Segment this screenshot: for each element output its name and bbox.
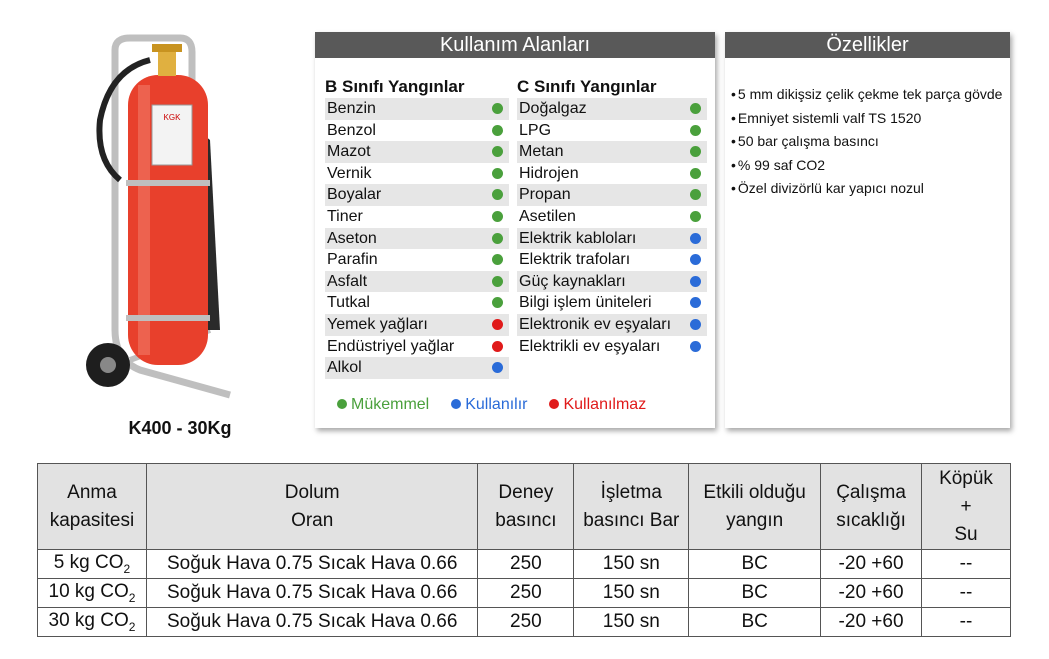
legend-dot-icon [337, 399, 347, 409]
class-c-column [517, 76, 707, 357]
class-c-row-label: Metan [519, 143, 564, 161]
status-dot-icon [690, 319, 701, 330]
feature-item: • 5 mm dikişsiz çelik çekme tek parça gövde [731, 84, 1002, 108]
status-dot-icon [492, 319, 503, 330]
class-c-row-label: Elektrik kabloları [519, 229, 637, 247]
class-c-row [517, 141, 707, 163]
capacity-subscript: 2 [128, 590, 136, 605]
table-header-cell [922, 464, 1011, 550]
header-line: Anma [67, 481, 117, 503]
capacity-text: 5 kg CO [53, 552, 124, 574]
class-b-row [325, 336, 509, 358]
status-dot-icon [492, 211, 503, 222]
class-c-row-label: Asetilen [519, 207, 576, 225]
header-line: Köpük [939, 467, 993, 489]
header-line: basıncı [495, 509, 557, 531]
class-c-row [517, 314, 707, 336]
class-c-row [517, 292, 707, 314]
header-line: + [960, 495, 972, 517]
class-b-row [325, 163, 509, 185]
legend-label: Kullanılmaz [563, 396, 647, 413]
status-dot-icon [492, 276, 503, 287]
class-b-row [325, 184, 509, 206]
class-c-row-label: Bilgi işlem üniteleri [519, 294, 652, 312]
table-header-cell [38, 464, 147, 550]
operating-temp-cell: -20 +60 [821, 608, 922, 637]
legend-item [337, 396, 429, 413]
class-c-row-label: Elektronik ev eşyaları [519, 315, 672, 333]
class-c-row [517, 206, 707, 228]
class-b-row-label: Benzin [327, 100, 376, 117]
class-b-column [325, 76, 509, 379]
status-dot-icon [492, 103, 503, 114]
foam-water-cell: -- [922, 579, 1011, 608]
product-caption: K400 - 30Kg [128, 418, 232, 438]
class-c-title: C Sınıfı Yangınlar [517, 77, 657, 96]
class-c-row-label: Elektrik trafoları [519, 251, 631, 269]
legend [337, 396, 668, 414]
capacity-cell [38, 579, 147, 608]
operating-pressure-cell: 150 sn [574, 579, 689, 608]
usage-areas-title: Kullanım Alanları [315, 32, 715, 58]
class-b-row-label: Alkol [327, 359, 362, 377]
class-c-row [517, 98, 707, 120]
header-line: Oran [291, 509, 334, 531]
fill-ratio-cell: Soğuk Hava 0.75 Sıcak Hava 0.66 [146, 579, 477, 608]
class-b-row-label: Benzol [327, 121, 376, 139]
table-row [38, 579, 1011, 608]
status-dot-icon [690, 146, 701, 157]
class-c-row-label: Güç kaynakları [519, 272, 626, 290]
table-row [38, 550, 1011, 579]
features-list [731, 84, 1002, 202]
class-b-row [325, 292, 509, 314]
class-b-row [325, 271, 509, 293]
fire-class-cell: BC [689, 608, 821, 637]
feature-item: • % 99 saf CO2 [731, 155, 1002, 179]
capacity-subscript: 2 [123, 561, 131, 576]
class-b-row [325, 206, 509, 228]
features-title: Özellikler [725, 32, 1010, 58]
legend-dot-icon [451, 399, 461, 409]
operating-temp-cell: -20 +60 [821, 550, 922, 579]
class-c-row [517, 336, 707, 358]
operating-pressure-cell: 150 sn [574, 550, 689, 579]
class-b-row-label: Tiner [327, 207, 363, 225]
status-dot-icon [690, 297, 701, 308]
class-b-row-label: Boyalar [327, 186, 382, 204]
specs-table [37, 463, 1011, 637]
header-line: Su [954, 523, 978, 545]
class-b-title: B Sınıfı Yangınlar [325, 77, 465, 96]
capacity-subscript: 2 [128, 619, 136, 634]
class-b-row-label: Parafin [327, 251, 378, 269]
table-header-cell [478, 464, 574, 550]
feature-item: • 50 bar çalışma basıncı [731, 131, 1002, 155]
feature-item: • Emniyet sistemli valf TS 1520 [731, 108, 1002, 132]
legend-item [451, 396, 527, 413]
co2-extinguisher-trolley-illustration [60, 30, 260, 410]
header-line: Çalışma [836, 481, 906, 503]
table-header-cell [821, 464, 922, 550]
class-c-row-label: Elektrikli ev eşyaları [519, 337, 661, 355]
test-pressure-cell: 250 [478, 550, 574, 579]
status-dot-icon [492, 168, 503, 179]
table-header-cell [574, 464, 689, 550]
status-dot-icon [492, 189, 503, 200]
cylinder-label-text: KGK [163, 113, 181, 122]
class-b-row-label: Endüstriyel yağlar [327, 337, 455, 355]
legend-dot-icon [549, 399, 559, 409]
status-dot-icon [690, 276, 701, 287]
legend-label: Mükemmel [351, 396, 430, 413]
header-line: İşletma [600, 481, 662, 503]
table-header-cell [146, 464, 477, 550]
status-dot-icon [492, 362, 503, 373]
fire-class-cell: BC [689, 550, 821, 579]
capacity-cell [38, 608, 147, 637]
class-b-row-label: Aseton [327, 229, 377, 247]
status-dot-icon [690, 125, 701, 136]
status-dot-icon [690, 168, 701, 179]
status-dot-icon [690, 211, 701, 222]
table-row [38, 608, 1011, 637]
class-b-row [325, 249, 509, 271]
status-dot-icon [492, 146, 503, 157]
status-dot-icon [492, 297, 503, 308]
class-b-row [325, 228, 509, 250]
class-b-row [325, 141, 509, 163]
header-line: Dolum [284, 481, 340, 503]
class-b-row [325, 357, 509, 379]
test-pressure-cell: 250 [478, 579, 574, 608]
class-b-row-label: Yemek yağları [327, 315, 428, 333]
header-line: kapasitesi [49, 509, 135, 531]
product-image [60, 30, 260, 410]
operating-temp-cell: -20 +60 [821, 579, 922, 608]
header-line: yangın [726, 509, 784, 531]
class-c-row-label: Hidrojen [519, 164, 579, 182]
class-b-row [325, 314, 509, 336]
class-c-row-label: Propan [519, 186, 571, 204]
header-line: Deney [498, 481, 554, 503]
class-c-row-label: LPG [519, 121, 552, 139]
foam-water-cell: -- [922, 608, 1011, 637]
class-c-row [517, 120, 707, 142]
class-c-row [517, 271, 707, 293]
status-dot-icon [492, 254, 503, 265]
status-dot-icon [690, 254, 701, 265]
class-c-row [517, 163, 707, 185]
class-b-row-label: Tutkal [327, 294, 370, 312]
class-b-row-label: Asfalt [327, 272, 368, 290]
legend-label: Kullanılır [465, 396, 528, 413]
fill-ratio-cell: Soğuk Hava 0.75 Sıcak Hava 0.66 [146, 550, 477, 579]
status-dot-icon [690, 341, 701, 352]
status-dot-icon [690, 189, 701, 200]
capacity-text: 30 kg CO [48, 610, 129, 632]
table-header-cell [689, 464, 821, 550]
status-dot-icon [690, 103, 701, 114]
usage-areas-panel [315, 32, 715, 428]
class-b-row [325, 98, 509, 120]
foam-water-cell: -- [922, 550, 1011, 579]
status-dot-icon [690, 233, 701, 244]
table-header-row [38, 464, 1011, 550]
class-b-row-label: Mazot [327, 143, 371, 161]
features-panel [725, 32, 1010, 428]
class-c-row-label: Doğalgaz [519, 100, 587, 117]
header-line: basıncı Bar [583, 509, 680, 531]
operating-pressure-cell: 150 sn [574, 608, 689, 637]
fire-class-cell: BC [689, 579, 821, 608]
header-line: Etkili olduğu [703, 481, 806, 503]
status-dot-icon [492, 125, 503, 136]
status-dot-icon [492, 341, 503, 352]
class-b-row [325, 120, 509, 142]
feature-item: • Özel divizörlü kar yapıcı nozul [731, 178, 1002, 202]
capacity-text: 10 kg CO [48, 581, 129, 603]
status-dot-icon [492, 233, 503, 244]
class-b-row-label: Vernik [327, 164, 372, 182]
legend-item [549, 396, 646, 413]
fill-ratio-cell: Soğuk Hava 0.75 Sıcak Hava 0.66 [146, 608, 477, 637]
header-line: sıcaklığı [836, 509, 906, 531]
class-c-row [517, 249, 707, 271]
class-c-row [517, 184, 707, 206]
class-c-row [517, 228, 707, 250]
test-pressure-cell: 250 [478, 608, 574, 637]
capacity-cell [38, 550, 147, 579]
